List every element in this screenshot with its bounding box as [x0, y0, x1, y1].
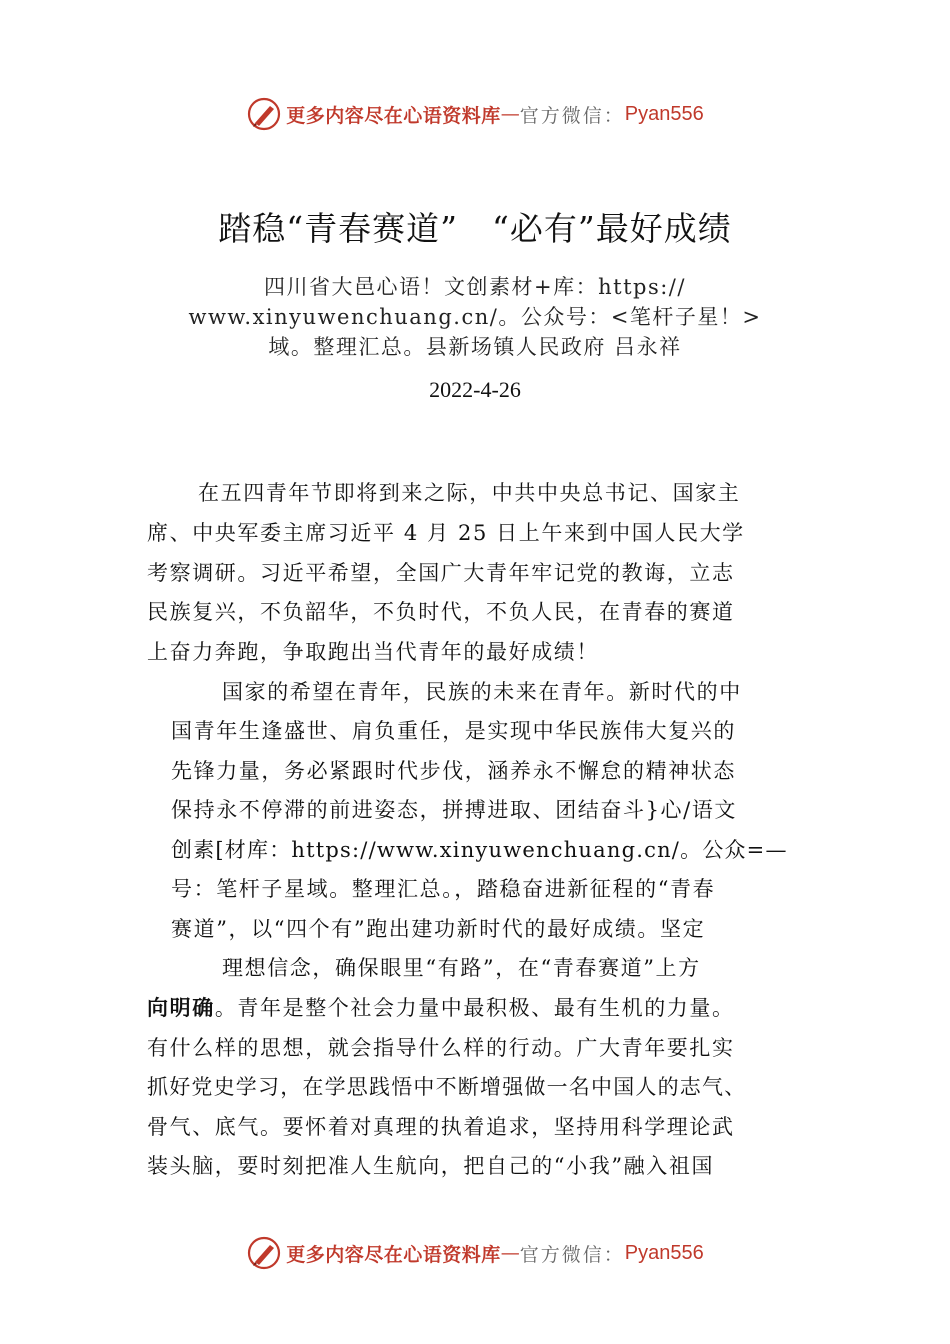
- body-line: 号：笔杆子星域。整理汇总。，踏稳奋进新征程的“青春: [171, 877, 716, 901]
- body-line: 席、中央军委主席习近平 4 月 25 日上午来到中国人民大学: [147, 521, 745, 545]
- body-line: [147, 992, 735, 1024]
- author-line-3: 域。整理汇总。县新场镇人民政府 吕永祥: [268, 335, 682, 359]
- banner-text: 更多内容尽在心语资料库: [286, 1243, 501, 1266]
- footer-banner: [0, 1233, 950, 1273]
- document-title: 踏稳“青春赛道” “必有”最好成绩: [218, 209, 732, 248]
- body-line: 骨气、底气。要怀着对真理的执着追求，坚持用科学理论武: [147, 1115, 735, 1139]
- author-line-1: 四川省大邑心语！文创素材+库：https://: [264, 275, 686, 299]
- pen-logo-icon: [246, 1235, 282, 1271]
- document-date: 2022-4-26: [429, 377, 521, 402]
- author-line-2: www.xinyuwenchuang.cn/。公众号：<笔杆子星！>: [188, 305, 762, 329]
- body-line: 在五四青年节即将到来之际，中共中央总书记、国家主: [198, 481, 741, 505]
- banner-text: 更多内容尽在心语资料库: [286, 104, 501, 127]
- body-line: 装头脑，要时刻把准人生航向，把自己的“小我”融入祖国: [147, 1154, 715, 1178]
- body-line: 保持永不停滞的前进姿态，拼搏进取、团结奋斗}心/语文: [171, 798, 738, 822]
- bold-phrase: 向明确: [147, 995, 215, 1020]
- banner-official: 官方微信：: [519, 104, 625, 127]
- banner-official: 官方微信：: [519, 1243, 625, 1266]
- pen-logo-icon: [246, 96, 282, 132]
- author-block: [175, 272, 775, 362]
- body-line: 有什么样的思想，就会指导什么样的行动。广大青年要扎实: [147, 1036, 735, 1060]
- banner-wechat-id: Pyan556: [624, 1241, 704, 1264]
- header-banner: [0, 94, 950, 134]
- body-line: 民族复兴，不负韶华，不负时代，不负人民，在青春的赛道: [147, 600, 735, 624]
- body-line: 赛道”，以“四个有”跑出建功新时代的最好成绩。坚定: [171, 917, 706, 941]
- body-line: 创素[材库：https://www.xinyuwenchuang.cn/。公众=—: [171, 838, 788, 862]
- body-line: 国青年生逢盛世、肩负重任，是实现中华民族伟大复兴的: [171, 719, 736, 743]
- banner-dash: —: [500, 1242, 520, 1264]
- banner-wechat-id: Pyan556: [624, 102, 704, 125]
- body-line: 国家的希望在青年，民族的未来在青年。新时代的中: [222, 680, 742, 704]
- body-line-rest: 。青年是整个社会力量中最积极、最有生机的力量。: [214, 996, 735, 1020]
- body-line: 理想信念，确保眼里“有路”，在“青春赛道”上方: [222, 956, 701, 980]
- body-line: 先锋力量，务必紧跟时代步伐，涵养永不懈怠的精神状态: [171, 759, 736, 783]
- banner-dash: —: [500, 103, 520, 125]
- body-line: 考察调研。习近平希望，全国广大青年牢记党的教诲，立志: [147, 561, 735, 585]
- body-line: 上奋力奔跑，争取跑出当代青年的最好成绩！: [147, 640, 599, 664]
- body-line: 抓好党史学习，在学思践悟中不断增强做一名中国人的志气、: [147, 1075, 747, 1099]
